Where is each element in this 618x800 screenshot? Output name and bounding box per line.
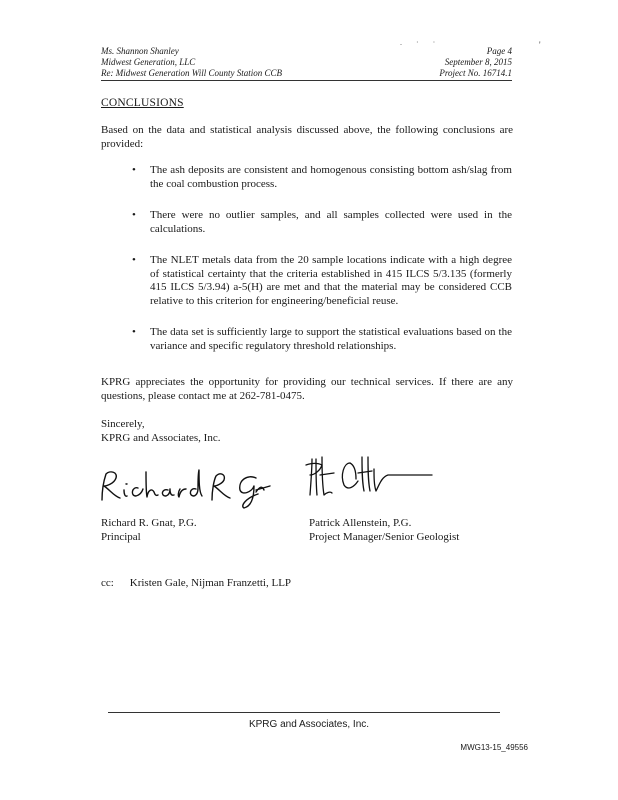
header-subject: Re: Midwest Generation Will County Station CCB (101, 68, 282, 78)
bullet-icon: • (132, 326, 136, 338)
list-item (132, 164, 512, 191)
signatory-title: Principal (101, 531, 141, 543)
header-date: September 8, 2015 (444, 57, 512, 67)
closing-paragraph: KPRG appreciates the opportunity for providing our technical services. If there are any questions, please contact me at 262-781-0475. (101, 376, 513, 402)
section-heading: CONCLUSIONS (101, 97, 184, 109)
cc-line (101, 577, 291, 589)
header-recipient-name: Ms. Shannon Shanley (101, 46, 179, 56)
signatory-name: Patrick Allenstein, P.G. (309, 517, 412, 529)
signatory-title: Project Manager/Senior Geologist (309, 531, 460, 543)
signature-gnat-image (96, 462, 271, 510)
signatory-gnat (101, 516, 197, 544)
header-divider (101, 80, 512, 81)
bullet-icon: • (132, 164, 136, 176)
bates-number: MWG13-15_49556 (460, 743, 528, 752)
sender-company: KPRG and Associates, Inc. (101, 432, 221, 444)
bullet-icon: • (132, 254, 136, 266)
list-item (132, 254, 512, 308)
list-item-text: The ash deposits are consistent and homogenous consisting bottom ash/slag from the coal combustion process. (150, 164, 512, 190)
header-meta-block (312, 46, 512, 79)
list-item-text: There were no outlier samples, and all samples collected were used in the calculations. (150, 209, 512, 235)
list-item-text: The data set is sufficiently large to support the statistical evaluations based on the variance and specific regulatory threshold relationships. (150, 326, 512, 352)
signatory-name: Richard R. Gnat, P.G. (101, 517, 197, 529)
footer-company: KPRG and Associates, Inc. (248, 719, 370, 730)
valediction: Sincerely, (101, 418, 145, 430)
header-page-number: Page 4 (486, 46, 512, 56)
conclusions-list (132, 164, 512, 367)
list-item-text: The NLET metals data from the 20 sample locations indicate with a high degree of statistical certainty that the criteria established in 415 ILCS 5/3.135 (formerly 415 ILCS 5/3.94) a-5(H) are met and that the material may be considered CCB relative to this criterion for engineering/beneficial reuse. (150, 254, 512, 307)
scan-specks: . · · (400, 38, 442, 47)
list-item (132, 326, 512, 353)
bullet-icon: • (132, 209, 136, 221)
header-company: Midwest Generation, LLC (101, 57, 196, 67)
cc-recipient: Kristen Gale, Nijman Franzetti, LLP (129, 577, 292, 589)
list-item (132, 209, 512, 236)
cc-label: cc: (101, 577, 114, 589)
signature-allenstein-image (304, 453, 436, 501)
signatory-allenstein (309, 516, 459, 544)
intro-paragraph: Based on the data and statistical analysis discussed above, the following conclusions are provided: (101, 124, 513, 150)
header-project-number: Project No. 16714.1 (439, 68, 512, 78)
valediction-block (101, 417, 220, 445)
footer-divider (108, 712, 500, 713)
scan-mark: ' (539, 40, 541, 50)
